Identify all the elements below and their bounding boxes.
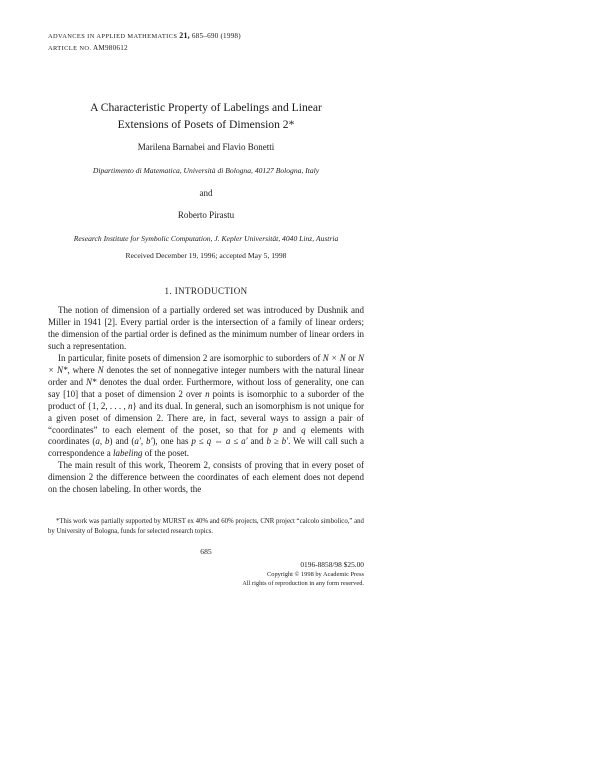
article-no-value: AM980612: [93, 43, 128, 52]
math-run: n: [205, 388, 210, 399]
journal-pages: 685–690 (1998): [191, 32, 241, 40]
page-number: 685: [200, 547, 212, 556]
text-run: and: [277, 424, 302, 435]
math-run: N*: [86, 376, 97, 387]
affiliation-primary: Dipartimento di Matematica, Università di Bologna, 40127 Bologna, Italy: [92, 166, 320, 175]
text-run: points is isomorphic to a suborder of the product of {1, 2, . . . ,: [48, 388, 365, 411]
issn-price: 0196-8858/98 $25.00: [300, 560, 364, 569]
text-run: elements with coordinates (: [48, 424, 364, 447]
text-run: or: [345, 352, 358, 363]
text-run: } and its dual. In general, such an isomorphism is not unique for a given poset of dimension 2. There are, in fact, several ways to assign a pair of “coordinates” to each element of the poset, so that for: [48, 400, 365, 435]
math-run: a, b: [95, 436, 110, 447]
title-line-1: A Characteristic Property of Labelings and Linear: [90, 101, 322, 114]
rights-line: All rights of reproduction in any form reserved.: [242, 580, 364, 587]
text-run: and: [247, 436, 267, 447]
copyright-line: Copyright © 1998 by Academic Press: [267, 571, 364, 578]
math-run: N × N*: [48, 352, 364, 375]
math-run: N: [97, 364, 104, 375]
text-run: denotes the dual order. Furthermore, without loss of generality, one can say [10] that a poset of dimension 2 over: [48, 376, 364, 399]
text-run: ), one has: [152, 436, 192, 447]
affiliation-secondary: Research Institute for Symbolic Computation, J. Kepler Universität, 4040 Linz, Austria: [73, 234, 339, 243]
section-heading: 1. INTRODUCTION: [164, 286, 248, 296]
authors-primary: Marilena Barnabei and Flavio Bonetti: [137, 142, 275, 152]
and-separator: and: [199, 188, 213, 198]
footnote: [48, 517, 364, 536]
publisher-info: [242, 559, 364, 588]
text-run: , where: [67, 364, 98, 375]
paragraph-3: The main result of this work, Theorem 2, consists of proving that in every poset of dimension 2 the difference between the coordinates of each element does not depend on the chosen labeling. In other words, the: [48, 460, 364, 495]
author-secondary: Roberto Pirastu: [177, 210, 235, 220]
paragraph-2: [48, 353, 364, 461]
journal-volume: 21,: [179, 31, 190, 40]
journal-name: ADVANCES IN APPLIED MATHEMATICS: [48, 33, 178, 40]
title-line-2: Extensions of Posets of Dimension 2*: [117, 118, 295, 131]
math-run: q: [301, 424, 306, 435]
math-run: b ≥ b′: [266, 436, 289, 447]
math-run: a′, b′: [134, 436, 153, 447]
journal-header: [48, 31, 241, 54]
body-text: [48, 305, 364, 496]
math-run: n: [127, 400, 133, 411]
text-run: denotes the set of nonnegative integer numbers with the natural linear order and: [48, 364, 365, 387]
text-run: In particular, finite posets of dimension 2 are isomorphic to suborders of: [58, 352, 323, 363]
math-run: p: [273, 424, 278, 435]
math-run: p ≤ q ⇔ a ≤ a′: [191, 436, 248, 447]
article-no-label: ARTICLE NO.: [48, 44, 92, 52]
paragraph-1: The notion of dimension of a partially ordered set was introduced by Dushnik and Miller in 1941 [2]. Every partial order is the intersection of a family of linear orders; the dimension of the partial order is defined as the minimum number of linear orders in such a representation.: [48, 305, 364, 351]
received-dates: Received December 19, 1996; accepted May 5, 1998: [125, 251, 287, 260]
footnote-text: *This work was partially supported by MURST ex 40% and 60% projects, CNR project “calcolo simbolico,” and by University of Bologna, funds for selected research topics.: [48, 518, 364, 535]
math-run: labeling: [112, 448, 143, 459]
journal-citation: [48, 31, 241, 43]
text-run: of the poset.: [142, 448, 189, 459]
text-run: ) and (: [109, 436, 135, 447]
paper-title: [48, 99, 364, 133]
text-run: . We will call such a correspondence a: [48, 436, 364, 459]
math-run: N × N: [322, 352, 346, 363]
article-number: [48, 43, 241, 55]
